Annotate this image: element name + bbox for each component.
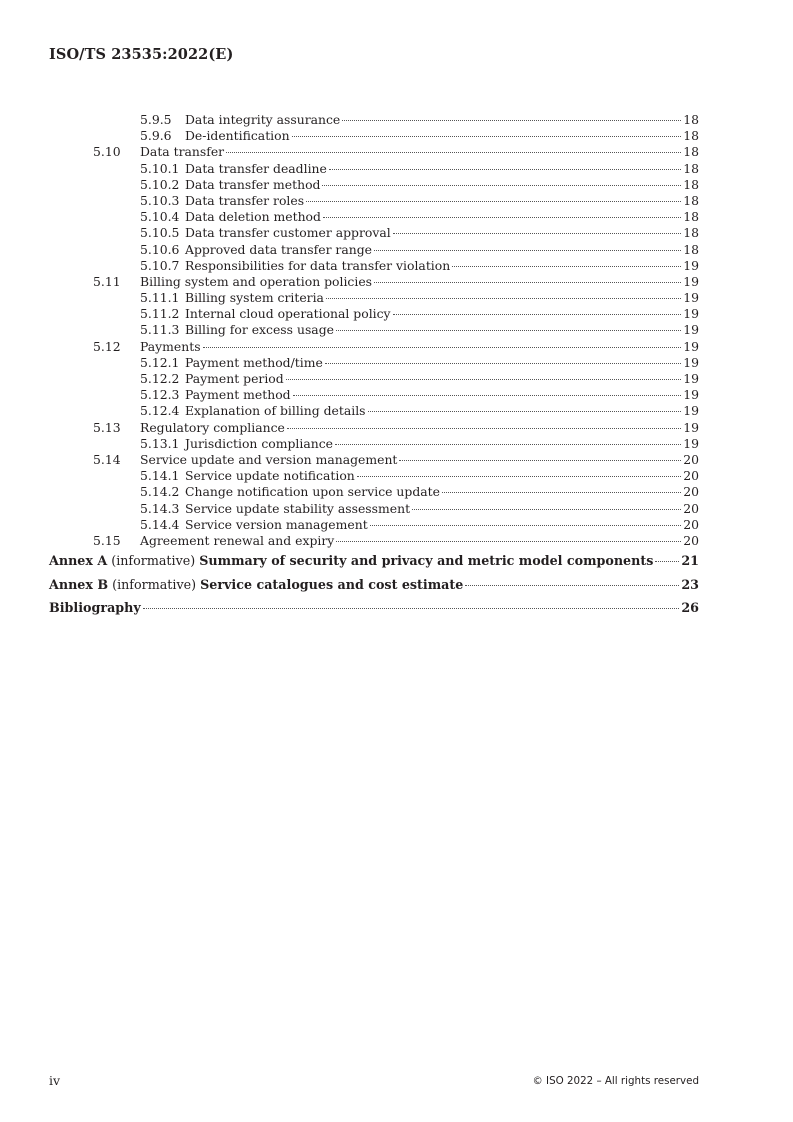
- toc-entry-number: 5.14.2: [140, 484, 180, 500]
- toc-annex-title: Summary of security and privacy and metric model components: [199, 553, 654, 569]
- toc-leader-dots: [203, 347, 681, 348]
- toc-entry[interactable]: [49, 144, 699, 160]
- toc-entry[interactable]: [49, 533, 699, 549]
- toc-leader-dots: [293, 395, 681, 396]
- toc-entry-number: 5.11.2: [140, 306, 180, 322]
- toc-annex-type: (informative): [112, 576, 197, 592]
- toc-entry-title: Service update and version management: [140, 451, 398, 467]
- toc-entry[interactable]: [49, 403, 699, 419]
- toc-entry-title: Data transfer: [140, 144, 225, 160]
- toc-leader-dots: [399, 460, 681, 461]
- toc-annex-type: (informative): [111, 553, 196, 569]
- toc-entry[interactable]: [49, 452, 699, 468]
- toc-annex-entry[interactable]: [49, 596, 699, 620]
- toc-entry-title: Jurisdiction compliance: [185, 435, 333, 451]
- toc-entry-page: 19: [683, 403, 699, 419]
- toc-entry[interactable]: [49, 339, 699, 355]
- toc-leader-dots: [326, 298, 681, 299]
- toc-leader-dots: [335, 444, 681, 445]
- toc-leader-dots: [393, 314, 681, 315]
- toc-annex-label: Annex A: [49, 553, 108, 569]
- toc-entry-title: Payment method/time: [185, 354, 323, 370]
- toc-entry-title: Agreement renewal and expiry: [140, 532, 335, 548]
- toc-entry[interactable]: [49, 355, 699, 371]
- toc-leader-dots: [287, 428, 681, 429]
- toc-entry-title: Data transfer method: [185, 176, 321, 192]
- toc-entry[interactable]: [49, 306, 699, 322]
- toc-leader-dots: [226, 152, 681, 153]
- toc-entry-page: 18: [683, 112, 699, 127]
- toc-entry-number: 5.12.1: [140, 354, 180, 370]
- toc-entry[interactable]: [49, 209, 699, 225]
- toc-entry-page: 19: [683, 371, 699, 386]
- toc-entry-number: 5.10.4: [140, 209, 180, 225]
- toc-entry-number: 5.10.3: [140, 192, 180, 208]
- toc-entry[interactable]: [49, 274, 699, 290]
- toc-entry-page: 18: [683, 241, 699, 257]
- toc-entry-title: Service version management: [185, 516, 368, 532]
- toc-entry[interactable]: [49, 484, 699, 500]
- toc-leader-dots: [336, 541, 681, 542]
- toc-entry[interactable]: [49, 420, 699, 436]
- toc-entry-title: De-identification: [185, 128, 290, 144]
- toc-entry[interactable]: [49, 161, 699, 177]
- toc-leader-dots: [393, 233, 681, 234]
- toc-leader-dots: [342, 120, 681, 121]
- toc-entry-page: 19: [683, 290, 699, 306]
- toc-entry-number: 5.11: [93, 273, 121, 289]
- toc-entry[interactable]: [49, 371, 699, 387]
- toc-annex-title: Service catalogues and cost estimate: [200, 576, 464, 592]
- toc-annex-label: Annex B: [49, 576, 109, 592]
- toc-entry-title: Service update stability assessment: [185, 500, 411, 516]
- toc-entry[interactable]: [49, 128, 699, 144]
- toc-entry-title: Data transfer customer approval: [185, 225, 391, 241]
- toc-annex-label: Bibliography: [49, 600, 141, 616]
- toc-annex-entry[interactable]: [49, 549, 699, 573]
- toc-leader-dots: [336, 330, 681, 331]
- toc-entry-number: 5.10.7: [140, 257, 180, 273]
- toc-entry-number: 5.13.1: [140, 435, 180, 451]
- toc-entry-page: 18: [683, 225, 699, 241]
- toc-entry-title: Payment period: [185, 371, 284, 386]
- toc-leader-dots: [143, 608, 680, 609]
- toc-entry-number: 5.9.5: [140, 112, 172, 127]
- toc-annex-entry[interactable]: [49, 573, 699, 597]
- toc-entry-page: 19: [683, 419, 699, 435]
- toc-entry-title: Billing system and operation policies: [140, 273, 373, 289]
- toc-leader-dots: [357, 476, 681, 477]
- toc-entry-number: 5.12.2: [140, 371, 180, 386]
- document-header: ISO/TS 23535:2022(E): [49, 46, 234, 63]
- toc-entry-page: 18: [683, 160, 699, 176]
- toc-leader-dots: [323, 217, 681, 218]
- table-of-contents: [49, 112, 699, 620]
- toc-entry-number: 5.14: [93, 451, 121, 467]
- toc-leader-dots: [452, 266, 681, 267]
- toc-entry[interactable]: [49, 258, 699, 274]
- toc-leader-dots: [442, 492, 681, 493]
- toc-entry-number: 5.15: [93, 532, 121, 548]
- toc-entry[interactable]: [49, 112, 699, 128]
- toc-entry-title: Data transfer deadline: [185, 160, 327, 176]
- toc-entry-number: 5.14.3: [140, 500, 180, 516]
- toc-entry-title: Responsibilities for data transfer violation: [185, 257, 451, 273]
- toc-entry[interactable]: [49, 322, 699, 338]
- toc-entry-page: 18: [683, 176, 699, 192]
- toc-entry-page: 20: [683, 484, 699, 500]
- toc-entry[interactable]: [49, 177, 699, 193]
- toc-entry-number: 5.14.1: [140, 468, 180, 484]
- toc-entry-title: Payment method: [185, 387, 291, 403]
- toc-entry-title: Payments: [140, 338, 201, 354]
- toc-entry-number: 5.12: [93, 338, 121, 354]
- toc-leader-dots: [325, 363, 681, 364]
- toc-entry-number: 5.13: [93, 419, 121, 435]
- toc-leader-dots: [412, 509, 681, 510]
- toc-entry-title: Data integrity assurance: [185, 112, 341, 127]
- toc-entry-title: Billing system criteria: [185, 290, 324, 306]
- toc-entry-page: 19: [683, 435, 699, 451]
- toc-entry-number: 5.9.6: [140, 128, 172, 144]
- toc-entry[interactable]: [49, 501, 699, 517]
- toc-entry[interactable]: [49, 387, 699, 403]
- toc-entry-page: 20: [683, 532, 699, 548]
- toc-entry-title: Billing for excess usage: [185, 322, 334, 338]
- toc-entry-page: 20: [683, 451, 699, 467]
- copyright-notice: © ISO 2022 – All rights reserved: [532, 1075, 699, 1087]
- toc-entry-number: 5.10.2: [140, 176, 180, 192]
- toc-entry-page: 18: [683, 128, 699, 144]
- toc-entry-title: Service update notification: [185, 468, 355, 484]
- toc-annex-page: 23: [681, 576, 699, 592]
- toc-entry-page: 20: [683, 516, 699, 532]
- toc-leader-dots: [322, 185, 681, 186]
- toc-entry-page: 19: [683, 354, 699, 370]
- toc-entry-page: 20: [683, 500, 699, 516]
- toc-entry-page: 19: [683, 387, 699, 403]
- toc-entry-number: 5.12.4: [140, 403, 180, 419]
- page-number: iv: [49, 1073, 61, 1088]
- toc-entry-title: Internal cloud operational policy: [185, 306, 391, 322]
- toc-leader-dots: [368, 411, 681, 412]
- toc-leader-dots: [329, 169, 681, 170]
- toc-entry[interactable]: [49, 225, 699, 241]
- toc-entry-number: 5.11.3: [140, 322, 180, 338]
- toc-entry-page: 19: [683, 306, 699, 322]
- toc-leader-dots: [655, 561, 679, 562]
- toc-leader-dots: [306, 201, 681, 202]
- toc-entry[interactable]: [49, 517, 699, 533]
- toc-leader-dots: [465, 585, 679, 586]
- toc-entry-page: 19: [683, 273, 699, 289]
- toc-annex-page: 26: [681, 600, 699, 616]
- toc-entry-number: 5.10.5: [140, 225, 180, 241]
- toc-entry[interactable]: [49, 193, 699, 209]
- toc-entry-page: 19: [683, 257, 699, 273]
- toc-entry-title: Regulatory compliance: [140, 419, 285, 435]
- toc-entry-number: 5.11.1: [140, 290, 180, 306]
- toc-entry-page: 18: [683, 192, 699, 208]
- toc-leader-dots: [374, 282, 681, 283]
- toc-leader-dots: [374, 250, 681, 251]
- toc-entry-title: Data transfer roles: [185, 192, 305, 208]
- toc-entry-title: Data deletion method: [185, 209, 321, 225]
- toc-entry[interactable]: [49, 468, 699, 484]
- toc-entry-title: Approved data transfer range: [185, 241, 372, 257]
- toc-leader-dots: [286, 379, 681, 380]
- toc-entry-title: Explanation of billing details: [185, 403, 366, 419]
- toc-leader-dots: [370, 525, 681, 526]
- toc-entry-number: 5.10.6: [140, 241, 180, 257]
- toc-entry-title: Change notification upon service update: [185, 484, 440, 500]
- toc-entry[interactable]: [49, 290, 699, 306]
- toc-entry-number: 5.10: [93, 144, 121, 160]
- toc-entry[interactable]: [49, 242, 699, 258]
- toc-entry-number: 5.10.1: [140, 160, 180, 176]
- toc-annex-page: 21: [681, 553, 699, 569]
- toc-entry-page: 19: [683, 322, 699, 338]
- toc-leader-dots: [292, 136, 681, 137]
- toc-entry-number: 5.12.3: [140, 387, 180, 403]
- toc-entry-page: 19: [683, 338, 699, 354]
- toc-entry[interactable]: [49, 436, 699, 452]
- toc-entry-page: 20: [683, 468, 699, 484]
- toc-entry-number: 5.14.4: [140, 516, 180, 532]
- toc-entry-page: 18: [683, 209, 699, 225]
- toc-entry-page: 18: [683, 144, 699, 160]
